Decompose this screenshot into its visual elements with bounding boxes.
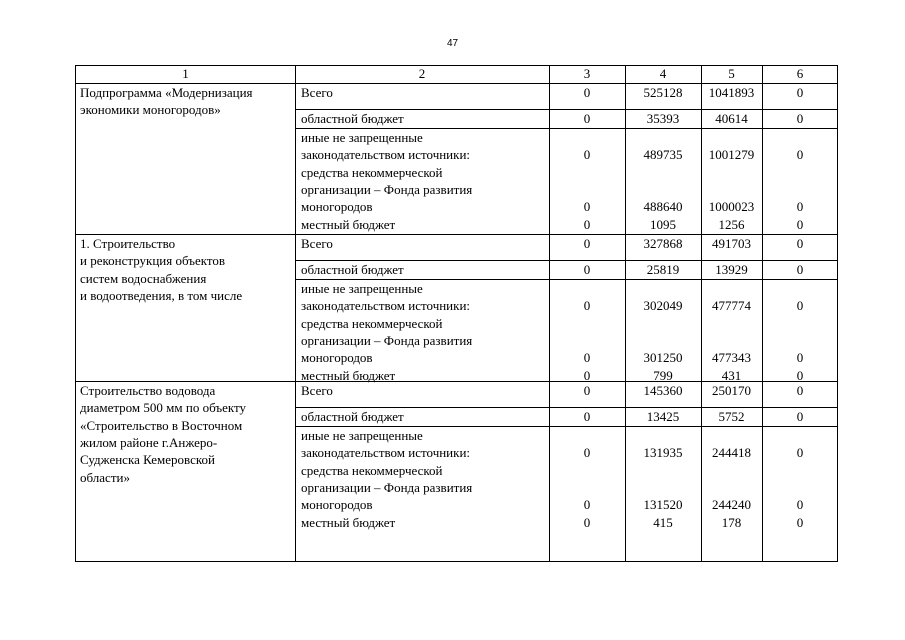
row-label-regional: областной бюджет [301,111,404,126]
row-label-other-line: организации – Фонда развития [301,332,473,348]
cell-regional: 0 [796,409,804,424]
row-label-other-line: иные не запрещенные [301,130,423,145]
cell-other: 0 [583,298,591,314]
column-header-3: 3 [583,66,591,81]
row-label-other-line: иные не запрещенные [301,428,423,443]
cell-regional: 0 [796,262,804,277]
block-title-line: 1. Строительство [80,236,176,251]
cell-total: 145360 [643,383,683,398]
cell-other: 0 [796,445,804,461]
cell-total: 491703 [712,236,751,251]
block-title-line: «Строительство в Восточном [80,417,243,433]
cell-total: 327868 [643,236,683,251]
cell-fund: 0 [796,497,804,513]
cell-fund: 0 [583,350,591,366]
cell-total: 0 [796,236,804,251]
cell-total: 0 [583,85,591,100]
cell-regional: 5752 [718,409,745,424]
column-header-4: 4 [659,66,667,81]
cell-local: 0 [583,367,591,383]
cell-local: 0 [796,216,804,232]
cell-regional: 13425 [646,409,680,424]
cell-total: 0 [796,383,804,398]
cell-fund: 0 [796,199,804,215]
row-label-other-line: иные не запрещенные [301,281,423,296]
row-label-local: местный бюджет [301,367,396,383]
cell-regional: 40614 [715,111,748,126]
cell-total: 525128 [643,85,683,100]
cell-fund: 0 [796,350,804,366]
page-number: 47 [446,38,459,49]
row-label-total: Всего [301,85,333,100]
row-label-other-line: законодательством источники: [301,445,471,461]
row-label-other-line: организации – Фонда развития [301,181,473,197]
block-title-line: области» [80,469,130,485]
row-label-other-line: законодательством источники: [301,147,471,163]
cell-total: 0 [583,383,591,398]
cell-regional: 0 [796,111,804,126]
block-title-line: и водоотведения, в том числе [80,287,243,303]
row-label-total: Всего [301,383,333,398]
cell-local: 0 [583,216,591,232]
cell-other: 302049 [643,298,683,314]
cell-local: 431 [721,367,742,383]
row-label-local: местный бюджет [301,514,396,530]
cell-fund: 1000023 [708,199,755,215]
cell-fund: 477343 [712,350,751,366]
row-label-other-line: законодательством источники: [301,298,471,314]
cell-other: 0 [796,147,804,163]
row-label-other-line: средства некоммерческой [301,462,443,478]
column-divider [295,66,296,561]
block-title-line: Судженска Кемеровской [80,452,215,468]
budget-table [75,65,838,562]
cell-other: 131935 [643,445,683,461]
column-header-2: 2 [418,66,426,81]
cell-regional: 25819 [646,262,680,277]
cell-local: 1256 [718,216,745,232]
row-label-other-line: организации – Фонда развития [301,479,473,495]
cell-regional: 35393 [646,111,680,126]
cell-regional: 0 [583,409,591,424]
block-title-line: жилом районе г.Анжеро- [80,434,218,450]
cell-regional: 13929 [715,262,748,277]
column-header-1: 1 [182,66,189,81]
cell-total: 0 [796,85,804,100]
cell-local: 0 [796,367,804,383]
block-title-line: Строительство водовода [80,383,216,398]
row-label-other-line: моногородов [301,350,373,366]
row-label-other-line: моногородов [301,497,373,513]
cell-fund: 131520 [643,497,683,513]
block-title-line: Подпрограмма «Модернизация [80,85,253,100]
cell-local: 0 [583,514,591,530]
cell-other: 477774 [712,298,751,314]
cell-fund: 244240 [712,497,751,513]
cell-fund: 488640 [643,199,683,215]
cell-other: 0 [583,445,591,461]
row-label-other-line: средства некоммерческой [301,315,443,331]
cell-other: 489735 [643,147,683,163]
cell-regional: 0 [583,262,591,277]
cell-local: 415 [653,514,673,530]
cell-other: 244418 [712,445,751,461]
cell-local: 0 [796,514,804,530]
column-header-5: 5 [728,66,735,81]
block-title-line: систем водоснабжения [80,270,207,286]
cell-local: 1095 [650,216,676,232]
block-title-line: диаметром 500 мм по объекту [80,400,247,416]
cell-local: 799 [653,367,673,383]
row-label-other-line: средства некоммерческой [301,164,443,180]
cell-local: 178 [721,514,742,530]
cell-total: 1041893 [708,85,755,100]
row-label-other-line: моногородов [301,199,373,215]
row-label-regional: областной бюджет [301,409,404,424]
cell-fund: 0 [583,497,591,513]
cell-total: 250170 [712,383,751,398]
block-title-line: экономики моногородов» [80,102,221,118]
row-label-total: Всего [301,236,333,251]
cell-other: 0 [796,298,804,314]
block-title-line: и реконструкция объектов [80,253,226,269]
cell-fund: 301250 [643,350,683,366]
cell-other: 1001279 [708,147,755,163]
cell-fund: 0 [583,199,591,215]
cell-regional: 0 [583,111,591,126]
column-header-6: 6 [796,66,804,81]
cell-total: 0 [583,236,591,251]
row-label-regional: областной бюджет [301,262,404,277]
cell-other: 0 [583,147,591,163]
row-label-local: местный бюджет [301,216,396,232]
